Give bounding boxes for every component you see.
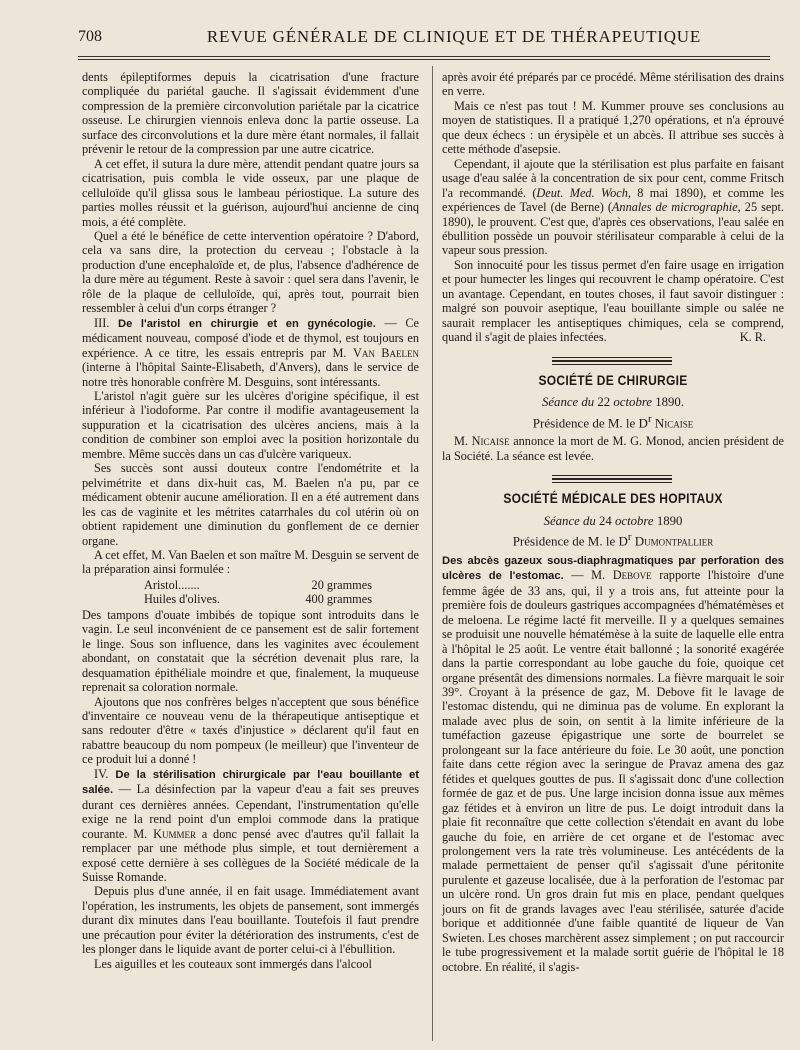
recipe-ingredient: Aristol....... — [144, 577, 200, 592]
paragraph: Quel a été le bénéfice de cette intervention opératoire ? D'abord, cela va sans dire, la protection du cerveau ; l'obstacle à la production d'une encephaloïde et, de plus, l'absence d'adhérence de la dure mère au tégument. Reste à savoir : quel sera dans l'avenir, le rôle de la plaque de celluloïde, qui, après tout, pourrait bien ressembler à celui d'un corps étranger ? — [82, 228, 419, 316]
journal-title: REVUE GÉNÉRALE DE CLINIQUE ET DE THÉRAPEUTIQUE — [206, 27, 702, 46]
header-rule-double — [78, 59, 770, 60]
section-number: III. — [94, 315, 110, 330]
section-heading: De l'aristol en chirurgie et en gynécologie. — [117, 317, 376, 330]
paragraph: Ses succès sont aussi douteux contre l'endométrite et la pelvimétrite et dans dix-huit cas, M. Baelen n'a pu, par ce médicament obtenir aucune amélioration. Il en a été autrement dans les cas de vaginite et les métrites catarrhales du col utérin où on obtient rapidement une diminution du gonflement de ce dernier organe. — [82, 461, 419, 548]
author-name: Van Baelen — [352, 345, 419, 360]
section-heading: Des abcès gazeux sous-diaphragmatiques par perforation des ulcères de l'estomac. — [442, 554, 784, 583]
section-paragraph-aristol: III. De l'aristol en chirurgie et en gynécologie. — Ce médicament nouveau, composé d'iode et de thymol, est toujours en expérience. A ce titre, les essais entrepris par M. Van Baelen (interne à l'hôpital Sainte-Elisabeth, d'Anvers), dans le service de notre très honorable confrère M. Desguins, sont intéressants. — [82, 315, 420, 389]
paragraph: M. Nicaise annonce la mort de M. G. Monod, ancien président de la Société. La séance est levée. — [442, 434, 785, 463]
paragraph: Mais ce n'est pas tout ! M. Kummer prouve ses conclusions au moyen de statistiques. Il a pratiqué 1,270 opérations, et n'a éprouvé que deux échecs : un érysipèle et un abcès. Il attribue ses succès à cette méthode d'asepsie. — [442, 98, 784, 157]
paragraph: Des abcès gazeux sous-diaphragmatiques par perforation des ulcères de l'estomac. — M. Debove rapporte l'histoire d'une femme âgée de 33 ans, qui, il y a trois ans, fut atteinte pour la première fois de douleurs gastriques accompagnées d'hématémèses et de meloena. Le régime lacté fit merveille. Il y a quelques semaines se produisit une nouvelle hématémèse à la suite de laquelle elle entra à l'hôpital le 25 août. Le ventre était ballonné ; la sonorité exagérée dans la partie correspondant au lobe gauche du foie, quoique cet organe présentât des dimensions normales. La fièvre marquait le soir 39°. Croyant à la présence de gaz, M. Debove fit le lavage de l'estomac distendu, qui ne diminua pas de volume. En explorant la malade avec plus de soin, on sentit à la limite inférieure de la tuméfaction gazeuse épigastrique une sorte de bourrelet se prolongeant sur la face antérieure du foie. Le 30 août, une ponction faite dans cette région avec la seringue de Pravaz amena des gaz fétides et quelques gouttes de pus. Il s'agissait donc d'une collection formée de gaz et de pus. Une large incision donna issue aux mêmes gaz fétides et à environ un litre de pus. Le doigt introduit dans la plaie fit reconnaître que cette collection s'étendait en avant du lobe gauche du foie, en arrière de cet organe et de l'estomac avec prolongement vers la rate très volumineuse. Les antécédents de la malade permettaient de penser qu'il s'agissait d'une péritonite purulente et gazeuse localisée, due à la perforation de l'estomac par un ulcère rond. Un gros drain fut mis en place, pendant quelques jours on fit de grands lavages avec l'eau stérilisée, saturée d'acide borique et additionnée d'une faible quantité de liqueur de Van Swieten. Les choses marchèrent assez simplement ; on put raccourcir le tube progressivement et la malade sortit guérie de l'hôpital le 18 octobre. En réalité, il s'agis- — [442, 554, 785, 974]
citation: Deut. Med. Woch, — [536, 185, 631, 200]
paragraph: Ajoutons que nos confrères belges n'acceptent que sous bénéfice d'inventaire ce nouveau venu de la thérapeutique antiseptique et sans redouter d'être « taxés d'injustice » déclarent qu'il faut en rabattre beaucoup du nom pompeux (le meilleur) que l'inventeur de ce produit lui a donné ! — [82, 694, 419, 767]
author-name: Kummer — [153, 826, 196, 841]
right-column — [442, 70, 784, 974]
signature: K. R. — [739, 330, 766, 345]
section-title-chirurgie: SOCIÉTÉ DE CHIRURGIE — [538, 371, 688, 388]
column-divider — [432, 66, 433, 1041]
paragraph: dents épileptiformes depuis la cicatrisation d'une fracture compliquée du pariétal gauche. Il s'agissait évidemment d'une compression de la première circonvolution pariétale par la cicatrice osseuse. Le chirurgien viennois enleva donc la partie osseuse. La surface des circonvolutions et la dure mère étant normales, il fallait prévenir le retour de la compression par une autre cicatrice. — [82, 70, 419, 157]
paragraph: L'aristol n'agit guère sur les ulcères d'origine spécifique, il est inférieur à l'iodoforme. Par contre il modifie avantageusement la suppuration et la cicatrisation des ulcères anciens, mais à la condition de combiner son emploi avec la position horizontale du membre. Même succès dans un cas d'ulcère variqueux. — [82, 388, 419, 461]
header-rule — [78, 56, 770, 57]
recipe-quantity: 400 grammes — [305, 592, 372, 607]
paragraph: Son innocuité pour les tissus permet d'en faire usage en irrigation et pour humecter les linges qui recouvrent le champ opératoire. C'est un avantage. Cependant, en toutes choses, il faut savoir distinguer : malgré son pouvoir aseptique, l'eau bouillante simple ou salée ne saurait remplacer les antiseptiques chimiques, cela se comprend, quand il s'agit de plaies infectées. — [442, 257, 784, 345]
paragraph: Cependant, il ajoute que la stérilisation est plus parfaite en faisant usage d'eau salée à la concentration de six pour cent, comme Fritsch l'a recommandé. (Deut. Med. Woch, 8 mai 1890), et comme les expériences de Tavel (de Berne) (Annales de micrographie, 25 sept. 1890), le prouvent. C'est que, d'après ces observations, l'eau salée en ébullition possède un pouvoir stérilisateur comparable à celui de la vapeur sous pression. — [442, 156, 784, 258]
ornament-divider — [442, 471, 784, 485]
running-header — [78, 24, 770, 52]
ornament-divider — [442, 353, 784, 367]
paragraph: A cet effet, M. Van Baelen et son maître M. Desguin se servent de la préparation ainsi formulée : — [82, 547, 419, 577]
paragraph: Des tampons d'ouate imbibés de topique sont introduits dans le vagin. Le seul inconvénient de ce pansement est de salir fortement le linge. Sous son influence, dans les vaginites avec écoulement abondant, on constatait que la sécrétion devenait plus rare, la desquamation épithéliale moindre et que, finalement, la muqueuse reprenait sa coloration normale. — [82, 607, 419, 695]
session-president: Présidence de M. le $D^r$ Dumontpallier — [512, 531, 714, 549]
recipe-quantity: 20 grammes — [311, 577, 372, 592]
section-paragraph-sterilisation: IV. De la stérilisation chirurgicale par l'eau bouillante et salée. — La désinfection par la vapeur d'eau a fait ses preuves durant ces dernières années. Cependant, l'instrumentation qu'elle exige ne la rend point d'un emploi commode dans la pratique courante. M. Kummer a donc pensé avec d'autres qu'il fallait la remplacer par une méthode plus simple, et tout dernièrement a exposé cette dernière à ses collègues de la Société médicale de la Suisse Romande. — [82, 766, 420, 885]
paragraph: Les aiguilles et les couteaux sont immergés dans l'alcool — [94, 956, 372, 971]
recipe-row — [82, 592, 419, 607]
left-column — [82, 70, 419, 971]
paragraph: après avoir été préparés par ce procédé. Même stérilisation des drains en verre. — [442, 70, 784, 99]
recipe-row — [82, 578, 419, 593]
section-heading: De la stérilisation chirurgicale par l'eau bouillante et salée. — [82, 768, 419, 797]
section-number: IV. — [94, 766, 109, 781]
section-title-hopitaux: SOCIÉTÉ MÉDICALE DES HOPITAUX — [503, 490, 723, 507]
author-name: M. Nicaise — [454, 434, 510, 449]
recipe-ingredient: Huiles d'olives. — [144, 592, 220, 607]
citation: Annales de micrographie, — [611, 200, 741, 215]
session-date: Séance du 24 octobre 1890 — [543, 513, 683, 528]
recipe — [82, 578, 419, 607]
page-number: 708 — [78, 28, 102, 45]
paragraph: Depuis plus d'une année, il en fait usage. Immédiatement avant l'opération, les instruments, les objets de pansement, sont immergés durant dix minutes dans l'eau bouillante. Toutefois il faut prendre une précaution pour éviter la détérioration des instruments, c'est de les plonger dans le liquide avant de porter celui-ci à l'ébullition. — [82, 884, 419, 957]
session-president: Présidence de M. le $D^r$ Nicaise — [532, 412, 694, 430]
author-name: Debove — [612, 568, 652, 583]
paragraph: A cet effet, il sutura la dure mère, attendit pendant quatre jours sa cicatrisation, puis combla le vide osseux, par une plaque de celluloïde qu'il glissa sous le lambeau périostique. La suture des parties molles réussit et la guérison, aujourd'hui ancienne de cinq mois, a été complète. — [82, 156, 419, 229]
session-date: Séance du 22 octobre 1890. — [541, 395, 685, 410]
